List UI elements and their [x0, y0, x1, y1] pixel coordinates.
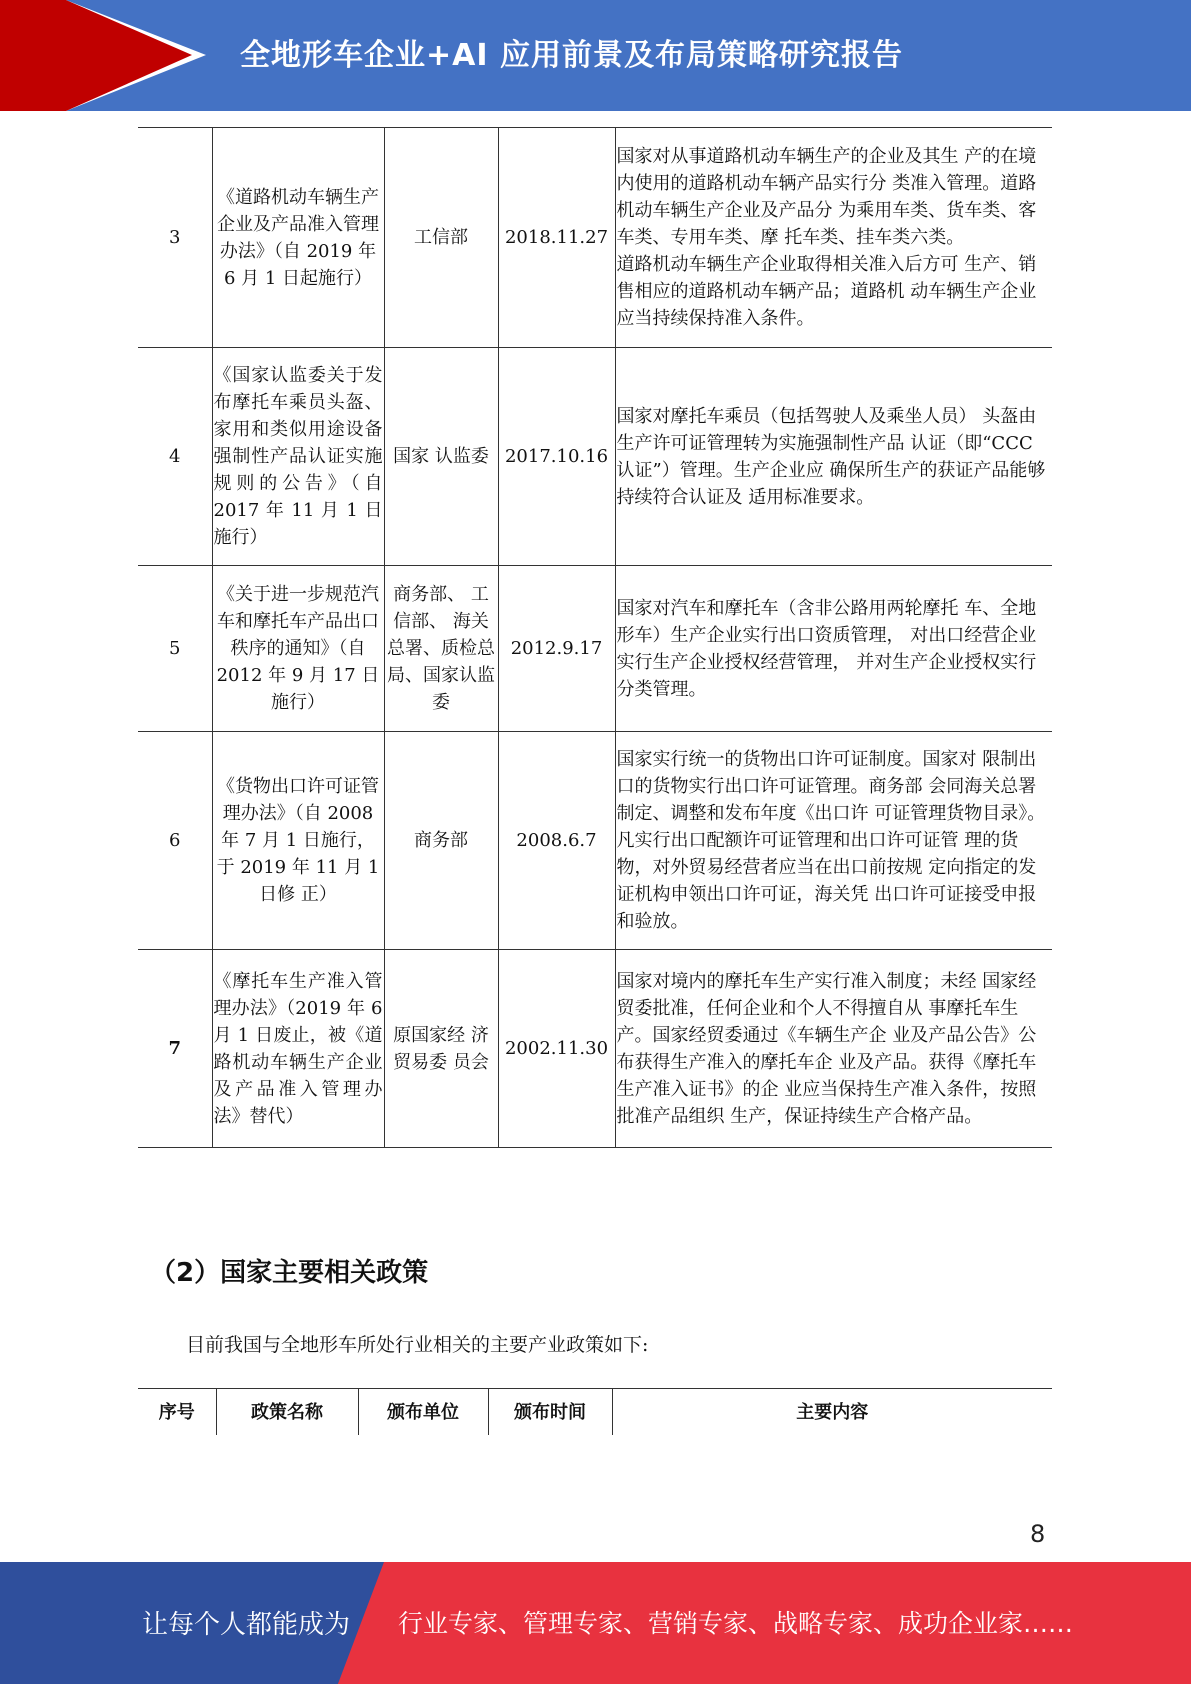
table-row [138, 566, 1052, 732]
regulation-name: 《摩托车生产准入管理办法》（2019 年 6 月 1 日废止，被《道路机动车辆生产企业及产品准入管理办法》替代） [212, 950, 384, 1148]
header-issuing-unit: 颁布单位 [358, 1389, 488, 1436]
issuing-unit: 工信部 [384, 128, 498, 348]
section-title: （2）国家主要相关政策 [150, 1258, 429, 1288]
row-number: 5 [138, 566, 212, 732]
row-number: 7 [138, 950, 212, 1148]
page-number: 8 [1030, 1520, 1046, 1548]
table-row [138, 732, 1052, 950]
regulation-name: 《道路机动车辆生产企业及产品准入管理办法》（自 2019 年 6 月 1 日起施行） [212, 128, 384, 348]
main-content: 国家对境内的摩托车生产实行准入制度；未经 国家经贸委批准，任何企业和个人不得擅自从 事摩托车生产。国家经贸委通过《车辆生产企 业及产品公告》公布获得生产准入的摩托车企 业及产品。获得《摩托车生产准入证书》的企 业应当保持生产准入条件，按照批准产品组织 生产，保证持续生产合格产品。 [615, 950, 1052, 1148]
table-row [138, 950, 1052, 1148]
report-title: 全地形车企业+AI 应用前景及布局策略研究报告 [240, 38, 903, 73]
issue-date: 2008.6.7 [498, 732, 615, 950]
footer-slogan-left: 让每个人都能成为 [142, 1610, 351, 1640]
issue-date: 2012.9.17 [498, 566, 615, 732]
regulation-name: 《关于进一步规范汽车和摩托车产品出口秩序的通知》（自 2012 年 9 月 17 日施行） [212, 566, 384, 732]
issue-date: 2018.11.27 [498, 128, 615, 348]
issuing-unit: 商务部 [384, 732, 498, 950]
issuing-unit: 原国家经 济贸易委 员会 [384, 950, 498, 1148]
main-content: 国家对汽车和摩托车（含非公路用两轮摩托 车、全地形车）生产企业实行出口资质管理， 对出口经营企业实行生产企业授权经营管理， 并对生产企业授权实行分类管理。 [615, 566, 1052, 732]
table-row [138, 128, 1052, 348]
header-red-block [0, 0, 66, 111]
issuing-unit: 商务部、 工信部、 海关总署、质检总局、国家认监委 [384, 566, 498, 732]
issue-date: 2002.11.30 [498, 950, 615, 1148]
section-intro: 目前我国与全地形车所处行业相关的主要产业政策如下: [186, 1334, 649, 1356]
issuing-unit: 国家 认监委 [384, 348, 498, 566]
table-header-row [138, 1389, 1052, 1436]
main-content: 国家对摩托车乘员（包括驾驶人及乘坐人员） 头盔由生产许可证管理转为实施强制性产品 认证（即“CCC 认证”）管理。生产企业应 确保所生产的获证产品能够持续符合认证及 适用标准要求。 [615, 348, 1052, 566]
header-arrow [66, 0, 192, 111]
header-issue-date: 颁布时间 [488, 1389, 612, 1436]
row-number: 4 [138, 348, 212, 566]
footer-slogan-right: 行业专家、管理专家、营销专家、战略专家、成功企业家…… [398, 1609, 1074, 1638]
header-number: 序号 [158, 1401, 195, 1423]
policies-table-header [138, 1388, 1052, 1435]
regulation-name: 《国家认监委关于发布摩托车乘员头盔、家用和类似用途设备强制性产品认证实施规则的公告》（自 2017 年 11 月 1 日施行） [212, 348, 384, 566]
header-policy-name: 政策名称 [216, 1389, 358, 1436]
page-header [0, 0, 1191, 111]
regulation-name: 《货物出口许可证管理办法》（自 2008 年 7 月 1 日施行，于 2019 年 11 月 1 日修 正） [212, 732, 384, 950]
header-main-content: 主要内容 [612, 1389, 1052, 1436]
page-footer [0, 1562, 1191, 1684]
regulations-table [138, 127, 1052, 1148]
issue-date: 2017.10.16 [498, 348, 615, 566]
row-number: 3 [138, 128, 212, 348]
row-number: 6 [138, 732, 212, 950]
main-content: 国家对从事道路机动车辆生产的企业及其生 产的在境内使用的道路机动车辆产品实行分 类准入管理。道路机动车辆生产企业及产品分 为乘用车类、货车类、客车类、专用车类、摩 托车类、挂车类六类。 道路机动车辆生产企业取得相关准入后方可 生产、销售相应的道路机动车辆产品；道路机 动车辆生产企业应当持续保持准入条件。 [615, 128, 1052, 348]
table-row [138, 348, 1052, 566]
main-content: 国家实行统一的货物出口许可证制度。国家对 限制出口的货物实行出口许可证管理。商务部 会同海关总署制定、调整和发布年度《出口许 可证管理货物目录》。 凡实行出口配额许可证管理和出口许可证管 理的货物，对外贸易经营者应当在出口前按规 定向指定的发证机构申领出口许可证，海关凭 出口许可证接受申报和验放。 [615, 732, 1052, 950]
